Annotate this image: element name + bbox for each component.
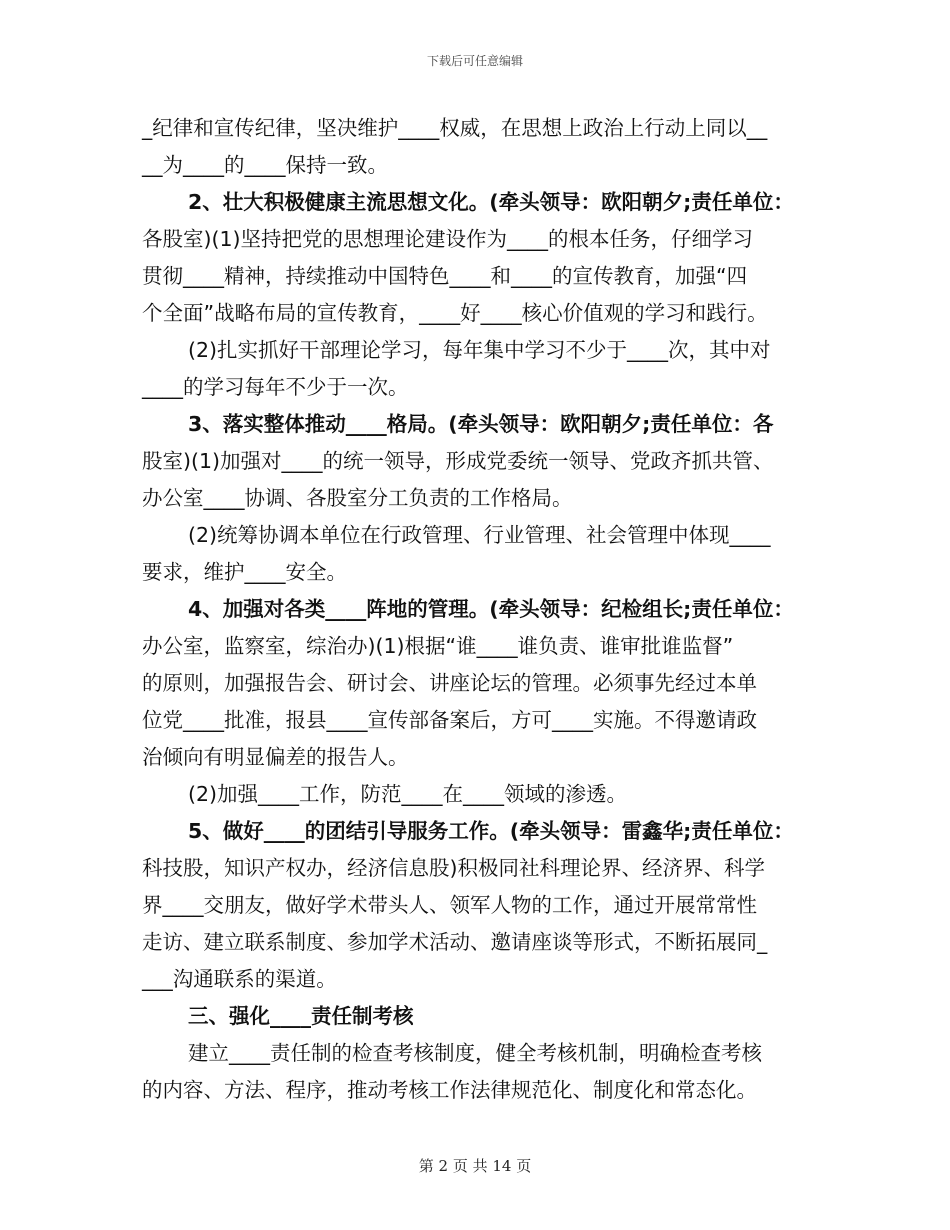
body-line: 办公室，监察室，综治办)(1)根据“谁____谁负责、谁审批谁监督” — [142, 634, 734, 658]
body-line: 位党____批准，报县____宣传部备案后，方可____实施。不得邀请政 — [142, 708, 757, 732]
body-line: 界____交朋友，做好学术带头人、领军人物的工作，通过开展常常性 — [142, 893, 757, 917]
body-line: 建立____责任制的检查考核制度，健全考核机制，明确检查考核 — [188, 1041, 762, 1065]
body-line: 办公室____协调、各股室分工负责的工作格局。 — [142, 486, 573, 510]
page-header: 下载后可任意编辑 — [426, 54, 523, 68]
section-heading: 三、强化____责任制考核 — [188, 1004, 414, 1028]
body-line: __为____的____保持一致。 — [142, 153, 388, 177]
body-line: 科技股，知识产权办，经济信息股)积极同社科理论界、经济界、科学 — [142, 856, 765, 880]
body-line: 的内容、方法、程序，推动考核工作法律规范化、制度化和常态化。 — [142, 1078, 757, 1102]
body-line: 股室)(1)加强对____的统一领导，形成党委统一领导、党政齐抓共管、 — [142, 449, 774, 473]
section-item-heading: 3、落实整体推动____格局。(牵头领导：欧阳朝夕;责任单位：各 — [188, 412, 774, 436]
section-item-heading: 2、壮大积极健康主流思想文化。(牵头领导：欧阳朝夕;责任单位： — [188, 190, 794, 214]
body-line: 要求，维护____安全。 — [142, 560, 347, 584]
page-footer: 第 2 页 共 14 页 — [418, 1157, 532, 1175]
body-line: (2)扎实抓好干部理论学习，每年集中学习不少于____次，其中对 — [188, 338, 771, 362]
body-line: (2)统筹协调本单位在行政管理、行业管理、社会管理中体现____ — [188, 523, 771, 547]
body-line: 的原则，加强报告会、研讨会、讲座论坛的管理。必须事先经过本单 — [142, 671, 757, 695]
body-line: ____的学习每年不少于一次。 — [142, 375, 409, 399]
section-item-heading: 4、加强对各类____阵地的管理。(牵头领导：纪检组长;责任单位： — [188, 597, 794, 621]
body-line: _纪律和宣传纪律，坚决维护____权威，在思想上政治上行动上同以__ — [142, 116, 768, 140]
section-item-heading: 5、做好____的团结引导服务工作。(牵头领导：雷鑫华;责任单位： — [188, 819, 794, 843]
body-line: 贯彻____精神，持续推动中国特色____和____的宣传教育，加强“四 — [142, 264, 748, 288]
body-line: 走访、建立联系制度、参加学术活动、邀请座谈等形式，不断拓展同_ — [142, 930, 768, 954]
body-line: 各股室)(1)坚持把党的思想理论建设作为____的根本任务，仔细学习 — [142, 227, 754, 251]
body-line: ___沟通联系的渠道。 — [142, 967, 337, 991]
body-line: 个全面”战略布局的宣传教育，____好____核心价值观的学习和践行。 — [142, 301, 768, 325]
body-line: 治倾向有明显偏差的报告人。 — [142, 745, 409, 769]
body-line: (2)加强____工作，防范____在____领域的渗透。 — [188, 782, 628, 806]
